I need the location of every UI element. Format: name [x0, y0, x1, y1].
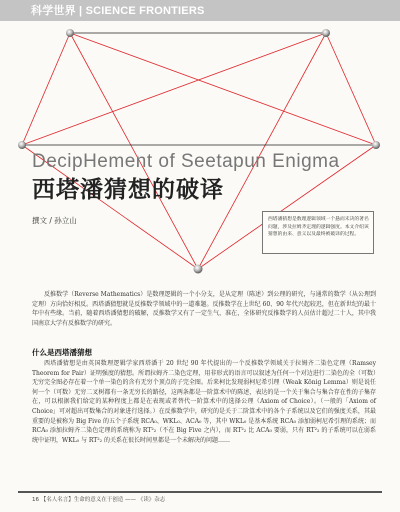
intro-paragraph: 反推数学（Reverse Mathematics）是数理逻辑的一个小分支，是从定理（陈述）到公理的研究，与通常的数学（从公理到定理）方向恰好相反。西塔潘猜想就是反推数学领域中的一道难题。反推数学在上世纪 60、90 年代兴起较迟，但在新世纪的最十年中有些缘。当前，随着西塔潘猜想的破解，反推数学又有了一定生气，准在，全体研究反推数学的人员估计超过二十人，其中我国南京大学有反推数学的研究。 [32, 291, 376, 327]
author-byline: 撰文 / 孙立山 [32, 216, 77, 225]
article-title-english: DecipHement of Seetapun Enigma [32, 151, 340, 172]
article-title-chinese: 西塔潘猜想的破译 [32, 177, 224, 203]
graph-node [18, 141, 26, 149]
graph-node [194, 265, 203, 274]
abstract-text: 西塔潘猜想是数理逻辑领域一个悬而未决的著名问题，涉及拉姆齐定理的逻辑强度。本文介绍该猜想的由来、意义以及最终被破译的过程。 [268, 217, 369, 238]
graph-node [66, 29, 74, 37]
graph-node [322, 29, 330, 37]
magazine-name: 科学世界 | SCIENCE FRONTIERS [31, 5, 205, 17]
footer-bar [18, 491, 382, 504]
graph-node [372, 141, 380, 149]
section-heading: 什么是西塔潘猜想 [32, 348, 92, 357]
header-bar [0, 0, 400, 21]
abstract-box [262, 211, 374, 254]
body-paragraph: 西塔潘猜想是由英国数理逻辑学家西塔潘于 20 世纪 90 年代提出的一个反推数学领域关于拉姆齐二染色定理（Ramsey Theorem for Pair）证明强度的猜想。所谓拉姆齐二染色定理，用非形式的语言可以叙述为任何一个对边进行二染色的全（可数）无穷完全图必存在着一个单一染色的含有无穷个顶点的子完全图。后来柯比发现弱柯尼希引理（Weak König Lemma）则是说任何一个（可数）无穷二叉树都有一条无穷长的路径，这两条都是一阶算术中的陈述，表达的是一个关于集合与集合存在性的子集存在，可以根据我们给定的某种程度上都是在表现或者替代一阶算术中的选择公理（Axiom of Choice）。（一般的「Axiom of Choice」可对超出可数集合的对象进行选择。）在反推数学中，研究的是关于二阶算术中的各个子系统以及它们的强度关系，其最重要的是被称为 Big Five 的五个子系统 RCA₀、WKL₀、ACA₀ 等，其中 WKL₀ 是基本系统 RCA₀ 添加弱柯尼希引理的系统；而 RCA₀ 添加拉姆齐二染色定理的系统称为 RT²₂（不在 Big Five 之内），而 RT²₂ 比 ACA₀ 要弱，只有 RT²₂ 的子系统可以在弱系统中证明，WKL₀ 与 RT²₂ 的关系在很长时间里都是一个未解决的问题…… [32, 360, 376, 444]
footer-text: 16 【名人名言】生命的意义在于创造 —— 《读》杂志 [32, 497, 166, 503]
